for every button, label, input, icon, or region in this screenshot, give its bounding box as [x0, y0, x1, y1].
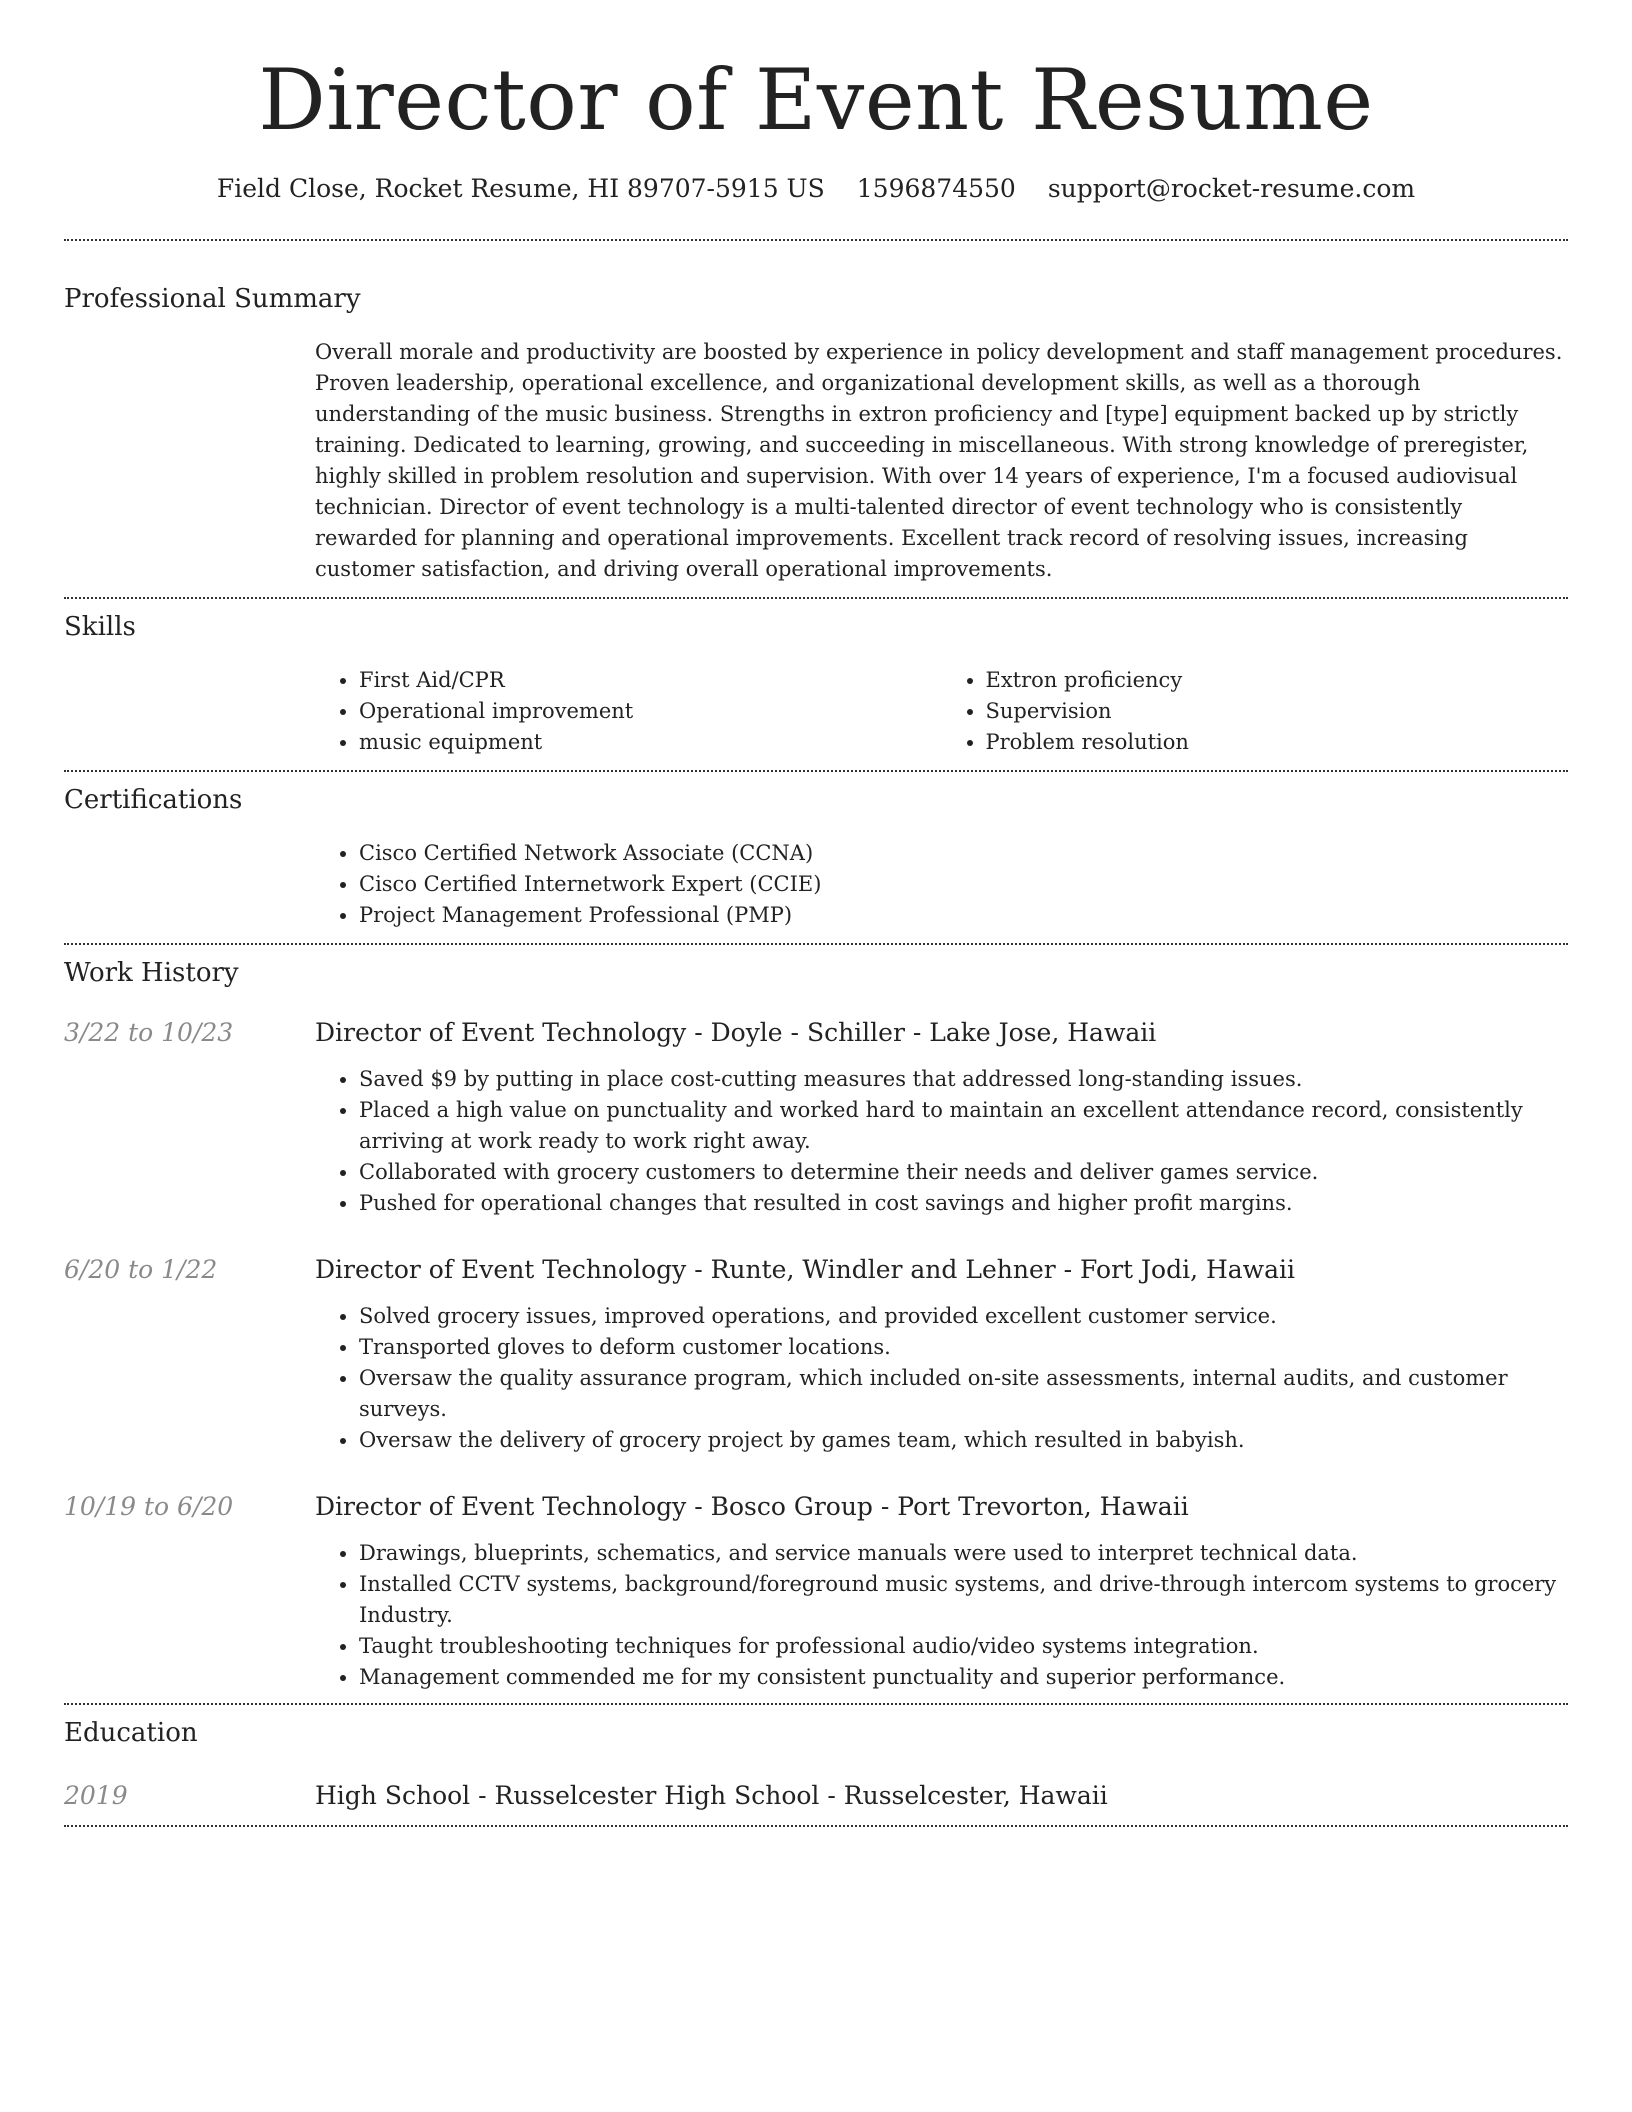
skills-list-right: [942, 665, 1569, 758]
summary-heading: Professional Summary: [64, 284, 361, 315]
job-dates: 3/22 to 10/23: [64, 1018, 234, 1048]
job-dates: 10/19 to 6/20: [64, 1492, 234, 1522]
skill-item: • Supervision: [986, 696, 1569, 727]
summary-section: [64, 241, 1568, 585]
divider: [64, 1825, 1568, 1827]
skills-section: [64, 599, 1568, 758]
job-bullets: [315, 1064, 1568, 1219]
contact-email: support@rocket-resume.com: [1047, 173, 1416, 203]
job-bullet: • Collaborated with grocery customers to determine their needs and deliver games service.: [359, 1157, 1568, 1188]
job-bullet: • Solved grocery issues, improved operations, and provided excellent customer service.: [359, 1301, 1568, 1332]
contact-phone: 1596874550: [856, 173, 1016, 203]
job-bullets: [315, 1301, 1568, 1456]
work-history-section: [64, 945, 1568, 1704]
certification-item: • Cisco Certified Internetwork Expert (CCIE): [359, 869, 1568, 900]
education-section: [64, 1705, 1568, 1813]
job-entry: [64, 1016, 1568, 1219]
skill-item: • First Aid/CPR: [359, 665, 942, 696]
education-line: High School - Russelcester High School - Russelcester, Hawaii: [315, 1781, 1108, 1811]
job-entry: [64, 1253, 1568, 1456]
certifications-heading: Certifications: [64, 784, 243, 815]
skill-item: • music equipment: [359, 727, 942, 758]
job-title: Director of Event Technology - Bosco Group - Port Trevorton, Hawaii: [315, 1492, 1189, 1522]
education-heading: Education: [64, 1718, 198, 1749]
certification-item: • Cisco Certified Network Associate (CCNA): [359, 838, 1568, 869]
contact-address: Field Close, Rocket Resume, HI 89707-5915 US: [216, 173, 825, 203]
resume-title: Director of Event Resume: [258, 51, 1374, 149]
job-bullet: • Drawings, blueprints, schematics, and service manuals were used to interpret technical data.: [359, 1538, 1568, 1569]
work-history-heading: Work History: [64, 957, 239, 988]
education-entry: [64, 1779, 1568, 1813]
job-bullet: • Saved $9 by putting in place cost-cutting measures that addressed long-standing issues.: [359, 1064, 1568, 1095]
education-year: 2019: [64, 1781, 128, 1811]
job-title: Director of Event Technology - Doyle - Schiller - Lake Jose, Hawaii: [315, 1018, 1157, 1048]
job-bullet: • Pushed for operational changes that resulted in cost savings and higher profit margins.: [359, 1188, 1568, 1219]
contact-line: [0, 173, 1632, 206]
job-bullet: • Placed a high value on punctuality and worked hard to maintain an excellent attendance record, consistently arriving at work ready to work right away.: [359, 1095, 1568, 1157]
skills-heading: Skills: [64, 612, 136, 643]
job-bullets: [315, 1538, 1568, 1693]
job-title: Director of Event Technology - Runte, Windler and Lehner - Fort Jodi, Hawaii: [315, 1255, 1295, 1285]
certifications-list: [315, 838, 1568, 931]
job-bullet: • Installed CCTV systems, background/foreground music systems, and drive-through intercom systems to grocery Industry.: [359, 1569, 1568, 1631]
skill-item: • Operational improvement: [359, 696, 942, 727]
skill-item: • Extron proficiency: [986, 665, 1569, 696]
certifications-section: [64, 772, 1568, 931]
job-bullet: • Oversaw the delivery of grocery project by games team, which resulted in babyish.: [359, 1425, 1568, 1456]
job-bullet: • Transported gloves to deform customer locations.: [359, 1332, 1568, 1363]
skill-item: • Problem resolution: [986, 727, 1569, 758]
summary-text: Overall morale and productivity are boosted by experience in policy development and staff management procedures. Proven leadership, operational excellence, and organizational development skills, as well as a thorough understanding of the music business. Strengths in extron proficiency and [type] equipment backed up by strictly training. Dedicated to learning, growing, and succeeding in miscellaneous. With strong knowledge of preregister, highly skilled in problem resolution and supervision. With over 14 years of experience, I'm a focused audiovisual technician. Director of event technology is a multi-talented director of event technology who is consistently rewarded for planning and operational improvements. Excellent track record of resolving issues, increasing customer satisfaction, and driving overall operational improvements.: [315, 340, 1563, 582]
job-bullet: • Oversaw the quality assurance program, which included on-site assessments, internal audits, and customer surveys.: [359, 1363, 1568, 1425]
certification-item: • Project Management Professional (PMP): [359, 900, 1568, 931]
job-bullet: • Taught troubleshooting techniques for professional audio/video systems integration.: [359, 1631, 1568, 1662]
job-bullet: • Management commended me for my consistent punctuality and superior performance.: [359, 1662, 1568, 1693]
skills-list-left: [315, 665, 942, 758]
job-dates: 6/20 to 1/22: [64, 1255, 218, 1285]
job-entry: [64, 1490, 1568, 1693]
